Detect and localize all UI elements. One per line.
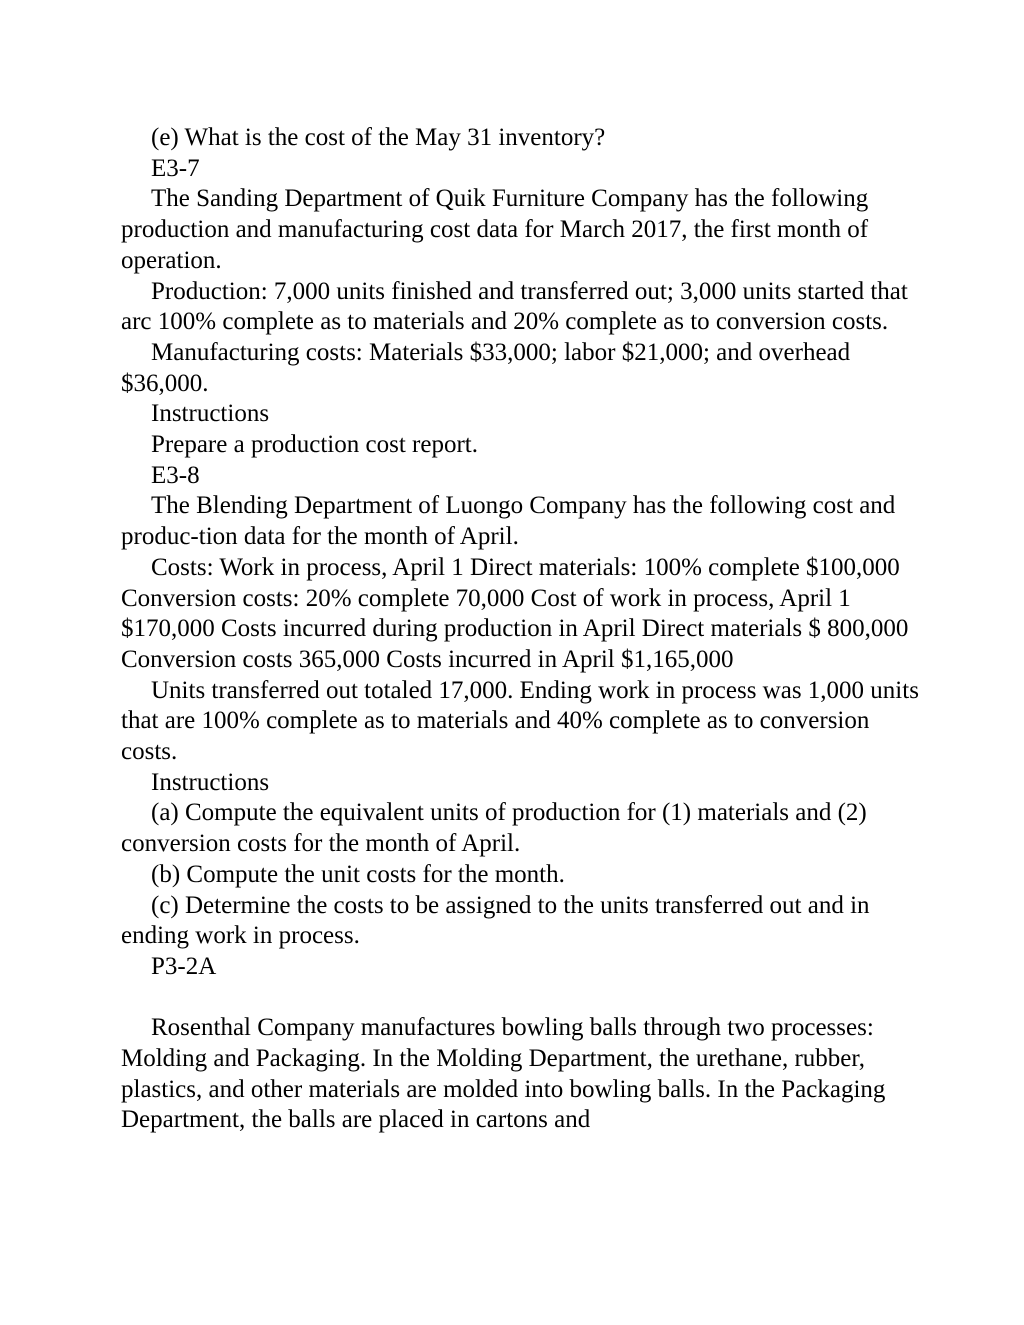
e3-8-intro: The Blending Department of Luongo Company has the following cost and produc-tion data for the month of April. (121, 492, 896, 551)
e3-7-production: Production: 7,000 units finished and transferred out; 3,000 units started that arc 100% complete as to materials and 20% complete as to conversion costs. (121, 277, 908, 336)
e3-7-instructions-heading: Instructions (151, 400, 270, 428)
e3-8-units: Units transferred out totaled 17,000. Ending work in process was 1,000 units that are 100% complete as to materials and 40% complete as to conversion costs. (121, 676, 919, 766)
document-page (121, 123, 921, 1136)
e3-8-instructions-heading: Instructions (151, 768, 270, 796)
exercise-heading-e3-8: E3-8 (151, 461, 200, 489)
e3-7-manufacturing-costs: Manufacturing costs: Materials $33,000; labor $21,000; and overhead $36,000. (121, 338, 851, 397)
e3-8-instruction-a: (a) Compute the equivalent units of production for (1) materials and (2) conversion costs for the month of April. (121, 799, 867, 858)
exercise-heading-e3-7: E3-7 (151, 154, 200, 182)
blank-line (121, 983, 921, 1014)
e3-8-costs: Costs: Work in process, April 1 Direct materials: 100% complete $100,000 Conversion costs: 20% complete 70,000 Cost of work in process, April 1 $170,000 Costs incurred during production in April Direct materials $ 800,000 Conversion costs 365,000 Costs incurred in April $1,165,000 (121, 553, 909, 673)
e3-8-instruction-b: (b) Compute the unit costs for the month. (151, 860, 565, 888)
question-e: (e) What is the cost of the May 31 inventory? (151, 124, 606, 151)
problem-heading-p3-2a: P3-2A (151, 952, 217, 980)
e3-7-instruction: Prepare a production cost report. (151, 431, 478, 459)
e3-7-intro: The Sanding Department of Quik Furniture Company has the following production and manufacturing cost data for March 2017, the first month of operation. (121, 185, 869, 274)
p3-2a-intro: Rosenthal Company manufactures bowling balls through two processes: Molding and Packaging. In the Molding Department, the urethane, rubber, plastics, and other materials are molded into bowling balls. In the Packaging Department, the balls are placed in cartons and (121, 1014, 886, 1134)
e3-8-instruction-c: (c) Determine the costs to be assigned to the units transferred out and in ending work in process. (121, 891, 870, 950)
